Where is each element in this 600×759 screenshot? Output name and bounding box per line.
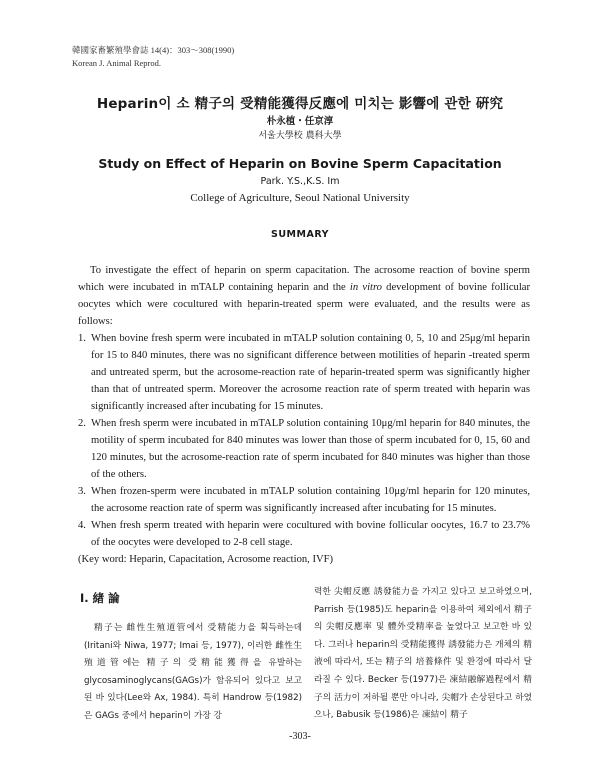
summary-item-number: 1. xyxy=(78,333,86,344)
journal-citation: 韓國家畜繁殖學會誌 14(4)：303〜308(1990) xyxy=(72,45,235,55)
body-column-left xyxy=(84,620,302,726)
body-right-text: 력한 尖帽反應 誘發能力을 가지고 있다고 보고하였으며, Parrish 등(1985)도 heparin을 이용하여 체외에서 精子의 尖帽反應率 및 體外受精率을 높였다고 보고한 바 있다. 그러나 heparin의 受精能獲得 誘發能力은 개체의 精液에 따라서, 또는 精子의 培養條件 및 환경에 따라서 달라질 수 있다. Becker 등(1977)은 凍結融解過程에서 精子의 活力이 저하될 뿐만 아니라, 尖帽가 손상된다고 하였으나, Babusik 등(1986)은 凍結이 精子 xyxy=(314,587,532,721)
summary-item-text: When fresh sperm treated with heparin were cocultured with bovine follicular oocytes, 16.7 to 23.7% of the oocytes were developed to 2-8 cell stage. xyxy=(91,520,530,548)
summary-item-text: When bovine fresh sperm were incubated in mTALP solution containing 0, 5, 10 and 25μg/ml heparin for 15 to 840 minutes, there was no significant difference between motilities of heparin -treated sperm and untreated sperm, but the acrosome-reaction rate of heparin-treated sperm was significantly higher than that of untreated sperm. Moreover the acrosome reaction rate of sperm treated with heparin was significantly increased after incubating for 15 minutes. xyxy=(91,333,530,412)
summary-intro-part-a: To investigate the effect of heparin on sperm capacitation. The acrosome reaction of bovine sperm which were incubated in mTALP containing heparin and the xyxy=(78,265,530,293)
summary-heading: SUMMARY xyxy=(271,229,329,240)
summary-item-text: When frozen-sperm were incubated in mTALP solution containing 10μg/ml heparin for 120 minutes, the acrosome reaction rate of sperm was significantly increased after incubating for 15 minutes. xyxy=(91,486,530,514)
body-column-right xyxy=(314,584,532,725)
english-affiliation: College of Agriculture, Seoul National University xyxy=(190,192,410,204)
summary-item-text: When fresh sperm were incubated in mTALP solution containing 10μg/ml heparin for 840 minutes, the motility of sperm incubated for 840 minutes was lower than those of sperm incubated for 0, 15, 60 and 120 minutes, but the acrosome-reaction rate of sperm incubated for 840 minutes was higher than those of the others. xyxy=(91,418,530,480)
korean-title: Heparin이 소 精子의 受精能獲得反應에 미치는 影響에 관한 硏究 xyxy=(96,96,504,112)
english-title: Study on Effect of Heparin on Bovine Sperm Capacitation xyxy=(98,156,502,171)
page-number: -303- xyxy=(289,731,311,742)
summary-item xyxy=(78,330,530,415)
summary-intro-part-b: development of bovine follicular oocytes which were cocultured with heparin-treated sperm were evaluated, and the results were as follows: xyxy=(78,282,530,327)
summary-intro-italic: in vitro xyxy=(349,282,382,293)
summary-body xyxy=(78,262,530,568)
summary-item xyxy=(78,415,530,483)
summary-item-number: 2. xyxy=(78,418,86,429)
summary-item-number: 3. xyxy=(78,486,86,497)
body-left-text: 精子는 雌性生殖道管에서 受精能力을 획득하는데 (Iritani와 Niwa, 1977; Imai 등, 1977), 이러한 雌性生殖道管에는 精子의 受精能獲得을 유발하는 glycosaminoglycans(GAGs)가 함유되어 있다고 보고된 바 있다(Lee와 Ax, 1984). 특히 Handrow 등(1982)은 GAGs 중에서 heparin이 가장 강 xyxy=(84,623,302,721)
journal-header xyxy=(72,44,234,70)
korean-authors: 朴永植・任京淳 xyxy=(266,116,334,127)
summary-intro xyxy=(78,262,530,330)
section-heading-introduction: I. 緖 論 xyxy=(80,591,120,605)
english-authors: Park. Y.S.,K.S. Im xyxy=(260,176,340,187)
keywords: (Key word: Heparin, Capacitation, Acrosome reaction, IVF) xyxy=(78,554,334,565)
summary-item-number: 4. xyxy=(78,520,86,531)
summary-item xyxy=(78,517,530,551)
journal-name: Korean J. Animal Reprod. xyxy=(72,58,161,68)
summary-item xyxy=(78,483,530,517)
korean-affiliation: 서울大學校 農科大學 xyxy=(258,131,342,141)
